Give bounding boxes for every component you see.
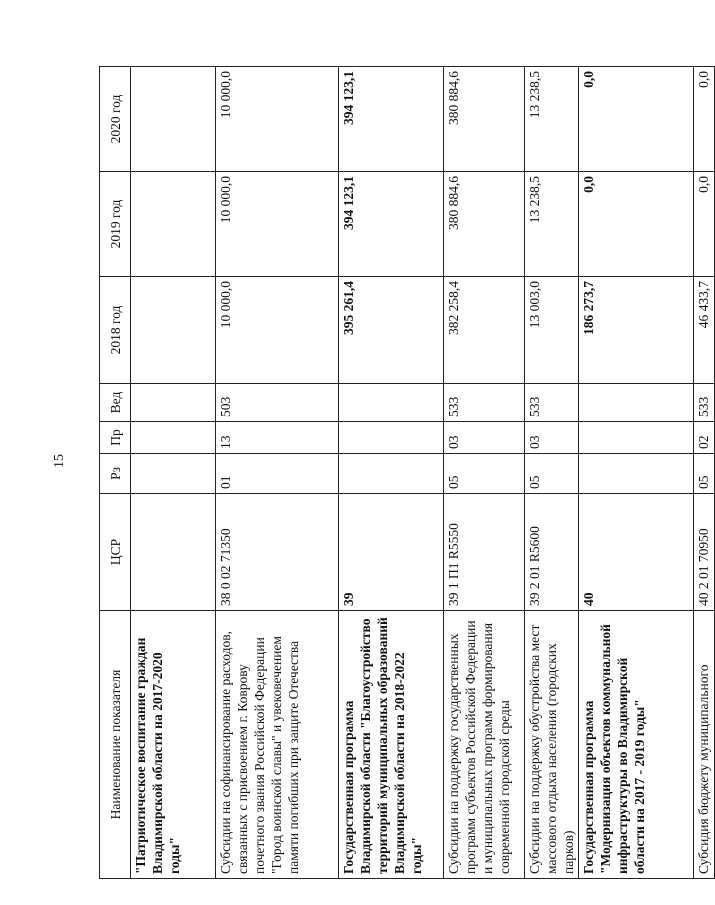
col-header-2019: 2019 год bbox=[100, 172, 131, 277]
cell-2020: 13 238,5 bbox=[525, 67, 579, 172]
table-row bbox=[216, 67, 339, 879]
cell-csr: 39 bbox=[339, 494, 444, 611]
cell-2019: 0,0 bbox=[694, 172, 715, 277]
col-header-pr: Пр bbox=[100, 422, 131, 454]
table-row bbox=[579, 67, 694, 879]
cell-2019: 10 000,0 bbox=[216, 172, 339, 277]
cell-rz: 05 bbox=[694, 454, 715, 494]
rotated-table-container bbox=[99, 67, 711, 879]
col-header-ved: Вед bbox=[100, 384, 131, 422]
cell-2018: 186 273,7 bbox=[579, 277, 694, 384]
cell-csr: 39 2 01 R5600 bbox=[525, 494, 579, 611]
page-number: 15 bbox=[52, 454, 67, 468]
cell-pr bbox=[131, 422, 216, 454]
cell-ved: 533 bbox=[525, 384, 579, 422]
cell-name: Субсидия бюджету муниципального bbox=[694, 611, 715, 879]
cell-2020 bbox=[131, 67, 216, 172]
cell-rz bbox=[339, 454, 444, 494]
cell-2020: 0,0 bbox=[579, 67, 694, 172]
cell-ved: 533 bbox=[444, 384, 525, 422]
table-row bbox=[694, 67, 715, 879]
cell-2018: 46 433,7 bbox=[694, 277, 715, 384]
cell-ved bbox=[579, 384, 694, 422]
cell-2020: 394 123,1 bbox=[339, 67, 444, 172]
cell-2020: 10 000,0 bbox=[216, 67, 339, 172]
cell-name: Субсидии на поддержку государственных программ субъектов Российской Федерации и муниципальных программ формирования современной городской среды bbox=[444, 611, 525, 879]
cell-name: Государственная программа Владимирской области "Благоустройство территорий муниципальных образований Владимирской области на 2018-2022 годы" bbox=[339, 611, 444, 879]
cell-name: Государственная программа "Модернизация объектов коммунальной инфраструктуры во Владимирской области на 2017 - 2019 годы" bbox=[579, 611, 694, 879]
cell-pr: 02 bbox=[694, 422, 715, 454]
cell-2018: 395 261,4 bbox=[339, 277, 444, 384]
cell-name: Субсидии на софинансирование расходов, связанных с присвоением г. Коврову почетного звания Российской Федерации "Город воинской славы" и увековечением памяти погибших при защите Отечества bbox=[216, 611, 339, 879]
cell-2019: 394 123,1 bbox=[339, 172, 444, 277]
cell-pr: 03 bbox=[525, 422, 579, 454]
cell-2020: 0,0 bbox=[694, 67, 715, 172]
col-header-csr: ЦСР bbox=[100, 494, 131, 611]
col-header-2020: 2020 год bbox=[100, 67, 131, 172]
budget-table bbox=[99, 66, 715, 879]
cell-2019: 0,0 bbox=[579, 172, 694, 277]
cell-name: "Патриотическое воспитание граждан Владимирской области на 2017-2020 годы" bbox=[131, 611, 216, 879]
cell-2019: 13 238,5 bbox=[525, 172, 579, 277]
cell-csr: 40 2 01 70950 bbox=[694, 494, 715, 611]
cell-csr: 39 1 П1 R5550 bbox=[444, 494, 525, 611]
cell-csr: 40 bbox=[579, 494, 694, 611]
cell-rz: 01 bbox=[216, 454, 339, 494]
cell-csr: 38 0 02 71350 bbox=[216, 494, 339, 611]
table-row bbox=[339, 67, 444, 879]
cell-2019 bbox=[131, 172, 216, 277]
cell-ved bbox=[339, 384, 444, 422]
cell-pr: 03 bbox=[444, 422, 525, 454]
cell-ved: 533 bbox=[694, 384, 715, 422]
cell-rz: 05 bbox=[444, 454, 525, 494]
cell-pr: 13 bbox=[216, 422, 339, 454]
table-row bbox=[444, 67, 525, 879]
cell-ved: 503 bbox=[216, 384, 339, 422]
cell-2018 bbox=[131, 277, 216, 384]
cell-pr bbox=[579, 422, 694, 454]
cell-name: Субсидии на поддержку обустройства мест массового отдыха населения (городских парков) bbox=[525, 611, 579, 879]
header-row bbox=[100, 67, 131, 879]
col-header-name: Наименование показателя bbox=[100, 611, 131, 879]
cell-2018: 10 000,0 bbox=[216, 277, 339, 384]
cell-rz: 05 bbox=[525, 454, 579, 494]
cell-ved bbox=[131, 384, 216, 422]
cell-2018: 13 003,0 bbox=[525, 277, 579, 384]
cell-rz bbox=[131, 454, 216, 494]
table-row bbox=[131, 67, 216, 879]
col-header-rz: Рз bbox=[100, 454, 131, 494]
cell-2019: 380 884,6 bbox=[444, 172, 525, 277]
cell-rz bbox=[579, 454, 694, 494]
cell-csr bbox=[131, 494, 216, 611]
table-row bbox=[525, 67, 579, 879]
cell-2018: 382 258,4 bbox=[444, 277, 525, 384]
col-header-2018: 2018 год bbox=[100, 277, 131, 384]
cell-2020: 380 884,6 bbox=[444, 67, 525, 172]
cell-pr bbox=[339, 422, 444, 454]
